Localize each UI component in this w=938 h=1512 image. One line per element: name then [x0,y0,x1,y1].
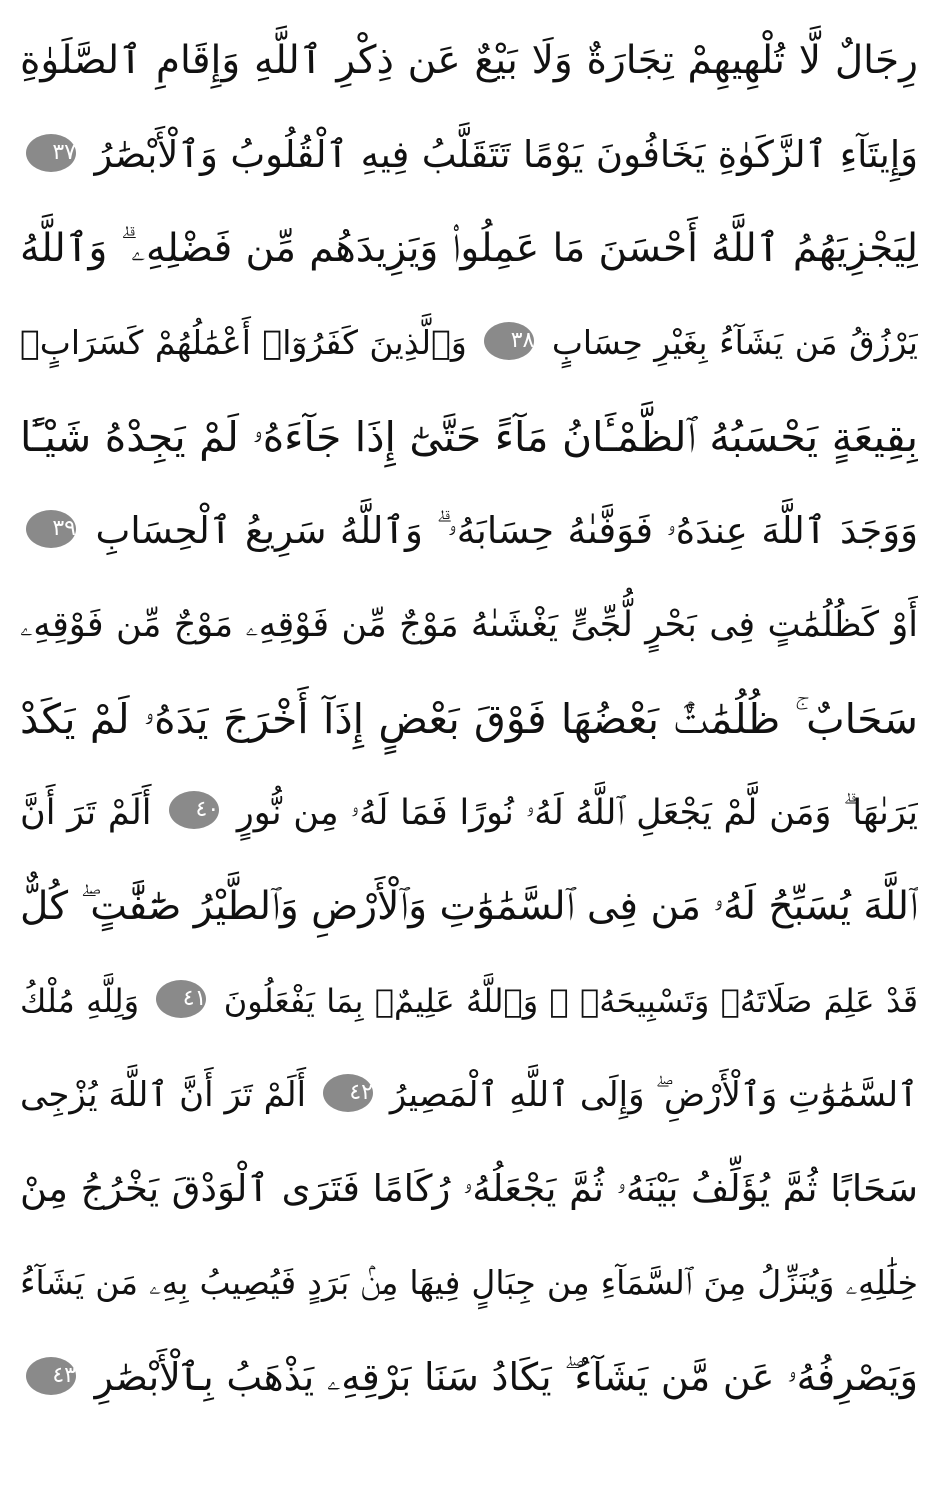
verse-text: يَرَىٰهَا ۗ وَمَن لَّمْ يَجْعَلِ ٱللَّهُ لَهُۥ نُورًا فَمَا لَهُۥ مِن نُّورٍ [236,793,918,833]
verse-text: أَوْ كَظُلُمَٰتٍ فِى بَحْرٍ لُّجِّىٍّ يَغْشَىٰهُ مَوْجٌ مِّن فَوْقِهِۦ مَوْجٌ مِّن فَوْقِهِۦ [20,605,918,645]
verse-line [20,14,918,108]
verse-line [20,860,918,954]
ayah-number-marker: ٤١ [156,980,206,1018]
verse-text: خِلَٰلِهِۦ وَيُنَزِّلُ مِنَ ٱلسَّمَآءِ مِن جِبَالٍ فِيهَا مِنۢ بَرَدٍ فَيُصِيبُ بِهِۦ مَن يَشَآءُ [20,1263,918,1302]
verse-text: يَرْزُقُ مَن يَشَآءُ بِغَيْرِ حِسَابٍ [551,323,918,362]
verse-line [20,672,918,766]
verse-text: وَيَصْرِفُهُۥ عَن مَّن يَشَآءُ ۖ يَكَادُ سَنَا بَرْقِهِۦ يَذْهَبُ بِٱلْأَبْصَٰرِ [94,1355,918,1399]
verse-line [20,1330,918,1424]
verse-line [20,484,918,578]
verse-text: ٱلسَّمَٰوَٰتِ وَٱلْأَرْضِ ۖ وَإِلَى ٱللَّهِ ٱلْمَصِيرُ [389,1075,918,1115]
verse-text: أَلَمْ تَرَ أَنَّ ٱللَّهَ يُزْجِى [20,1075,307,1115]
ayah-number-marker: ٣٩ [26,510,76,548]
verse-line [20,578,918,672]
verse-text: سَحَابٌ ۚ ظُلُمَٰتٌۢ بَعْضُهَا فَوْقَ بَعْضٍ إِذَآ أَخْرَجَ يَدَهُۥ لَمْ يَكَدْ [20,695,918,743]
verse-line [20,1048,918,1142]
verse-line [20,202,918,296]
ayah-number-marker: ٤٢ [323,1074,373,1112]
verse-text: سَحَابًا ثُمَّ يُؤَلِّفُ بَيْنَهُۥ ثُمَّ يَجْعَلُهُۥ رُكَامًا فَتَرَى ٱلْوَدْقَ يَخْرُجُ مِنْ [20,1167,918,1210]
verse-line [20,766,918,860]
verse-text: وَوَجَدَ ٱللَّهَ عِندَهُۥ فَوَفَّىٰهُ حِسَابَهُۥ ۗ وَٱللَّهُ سَرِيعُ ٱلْحِسَابِ [95,509,918,552]
verse-text: وَٱلَّذِينَ كَفَرُوٓا۟ أَعْمَٰلُهُمْ كَسَرَابٍۭ [20,323,467,362]
verse-line [20,1142,918,1236]
verse-line [20,954,918,1048]
verse-text: قَدْ عَلِمَ صَلَاتَهُۥ وَتَسْبِيحَهُۥ ۗ وَٱللَّهُ عَلِيمٌۢ بِمَا يَفْعَلُونَ [223,982,918,1020]
verse-line [20,1236,918,1330]
verse-text: رِجَالٌ لَّا تُلْهِيهِمْ تِجَارَةٌ وَلَا بَيْعٌ عَن ذِكْرِ ٱللَّهِ وَإِقَامِ ٱلصَّلَوٰةِ [20,38,918,83]
verse-text: وَلِلَّهِ مُلْكُ [20,982,140,1020]
ayah-number-marker: ٣٧ [26,134,76,172]
verse-line [20,296,918,390]
verse-line [20,390,918,484]
verse-text: وَإِيتَآءِ ٱلزَّكَوٰةِ يَخَافُونَ يَوْمًا تَتَقَلَّبُ فِيهِ ٱلْقُلُوبُ وَٱلْأَبْصَٰرُ [94,133,918,176]
ayah-number-marker: ٣٨ [484,322,534,360]
ayah-number-marker: ٤٣ [26,1357,76,1395]
verse-line [20,108,918,202]
verse-text: لِيَجْزِيَهُمُ ٱللَّهُ أَحْسَنَ مَا عَمِلُوا۟ وَيَزِيدَهُم مِّن فَضْلِهِۦ ۗ وَٱللَّهُ [20,226,918,271]
ayah-number-marker: ٤٠ [169,791,219,829]
verse-text: أَلَمْ تَرَ أَنَّ [20,793,152,833]
verse-text: بِقِيعَةٍ يَحْسَبُهُ ٱلظَّمْـَٔانُ مَآءً حَتَّىٰٓ إِذَا جَآءَهُۥ لَمْ يَجِدْهُ شَيْـًٔا [20,413,918,461]
verse-text: ٱللَّهَ يُسَبِّحُ لَهُۥ مَن فِى ٱلسَّمَٰوَٰتِ وَٱلْأَرْضِ وَٱلطَّيْرُ صَٰٓفَّٰتٍ ۖ كُلٌّ [20,884,918,929]
